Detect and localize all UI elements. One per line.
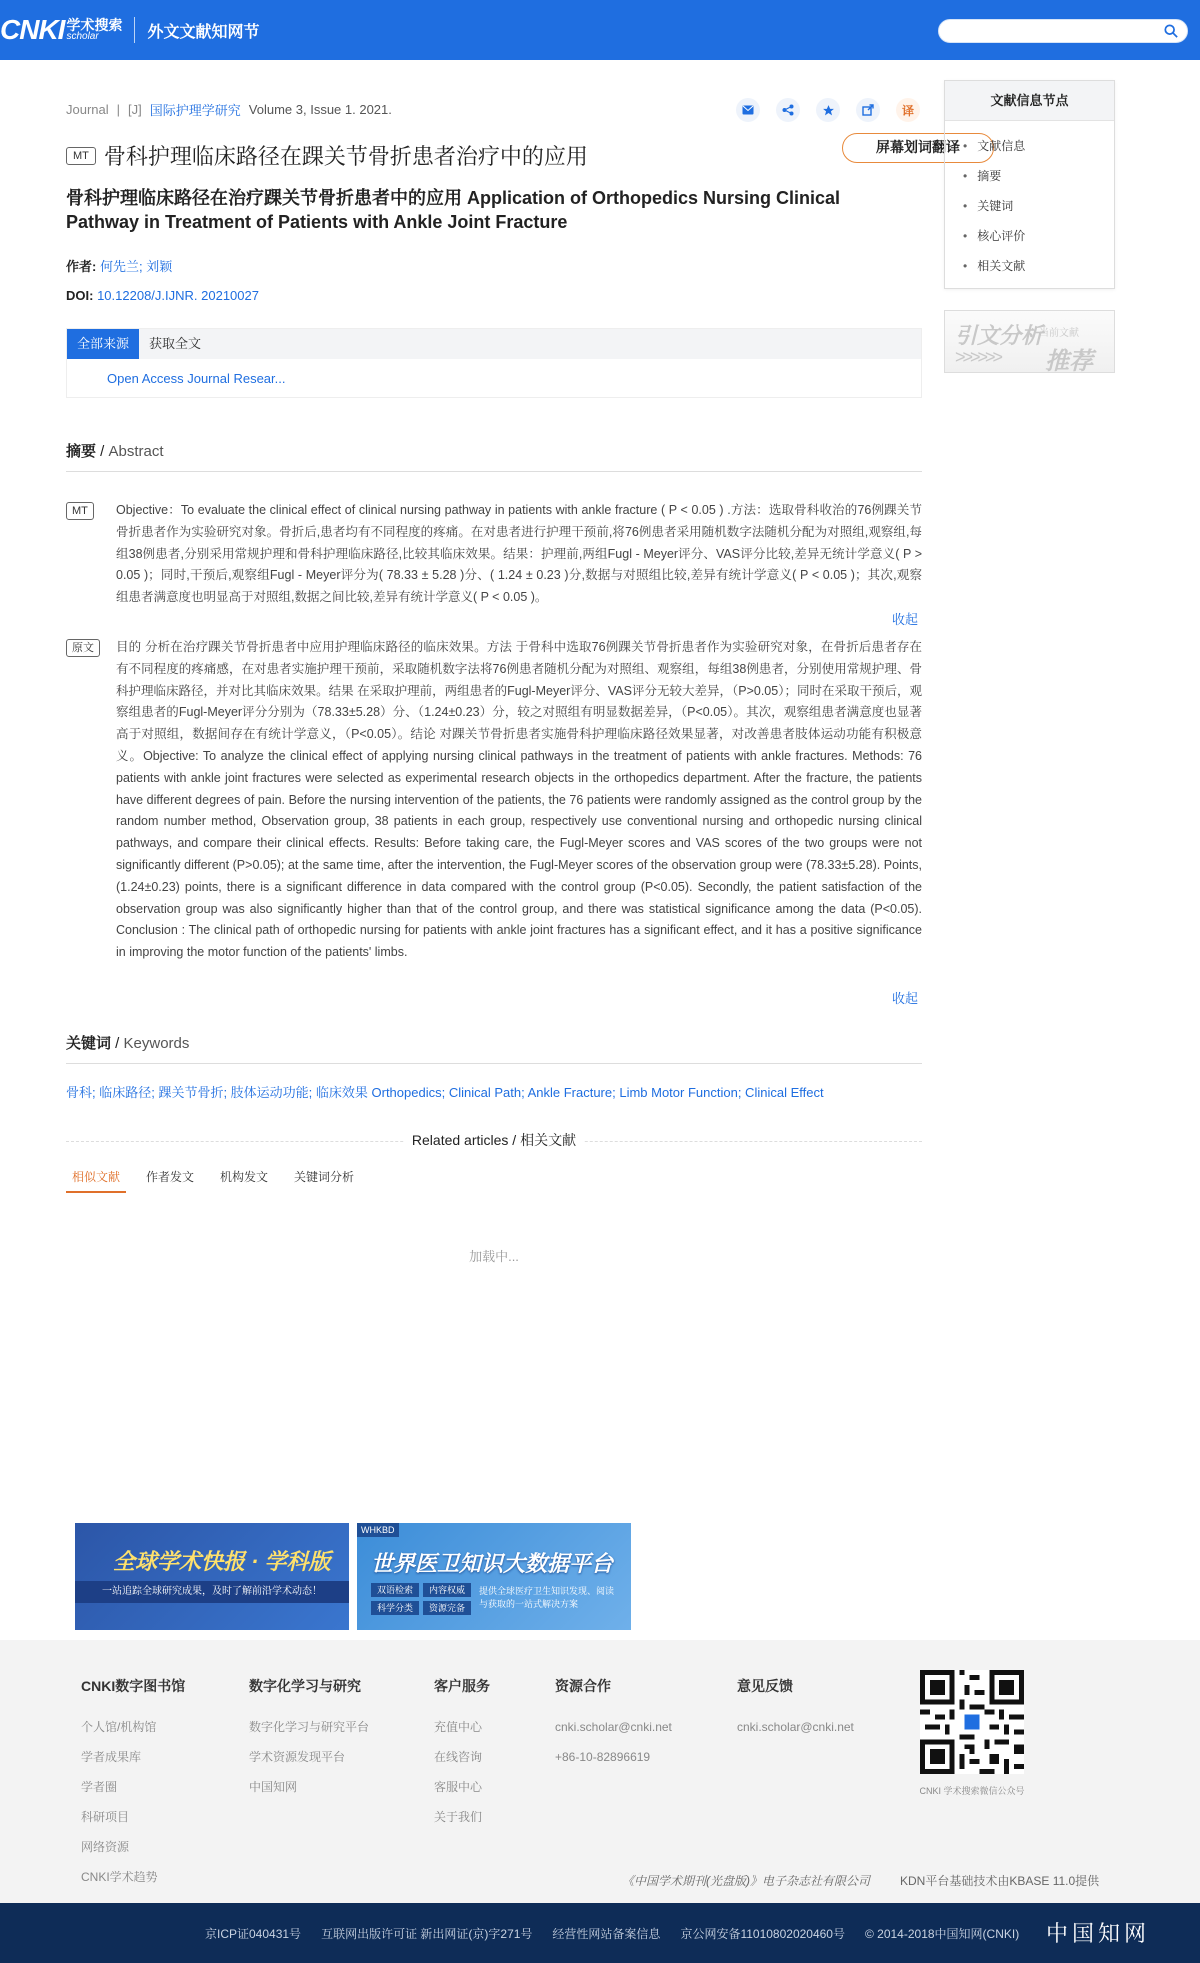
academic-express-banner[interactable]: 全球学术快报 · 学科版 一站追踪全球研究成果，及时了解前沿学术动态！ (75, 1523, 349, 1630)
tab-get-fulltext[interactable]: 获取全文 (149, 336, 202, 351)
mt-badge: MT (66, 502, 94, 520)
sidebar-item-related[interactable]: • 相关文献 (963, 251, 1114, 281)
search-input[interactable] (938, 19, 1188, 43)
volume-info: Volume 3, Issue 1. 2021. (248, 102, 392, 117)
keywords-heading: 关键词 / Keywords (66, 1032, 922, 1064)
footer (0, 1640, 1200, 1903)
footer-col-service: 客户服务 充值中心 在线咨询 客服中心 关于我们 (434, 1678, 490, 1824)
loading-text: 加载中... (469, 1249, 519, 1264)
top-bar (0, 0, 1200, 60)
document-nav-sidebar (944, 80, 1115, 289)
cnki-scholar-logo[interactable]: CNKI 学术搜索 scholar (0, 14, 123, 45)
doi-link[interactable]: 10.12208/J.IJNR. 20210027 (97, 288, 259, 303)
sidebar-item-core-eval[interactable]: • 核心评价 (963, 221, 1114, 251)
footer-col-learning: 数字化学习与研究 数字化学习与研究平台 学术资源发现平台 中国知网 (249, 1678, 370, 1794)
authors-link[interactable]: 何先兰; 刘颖 (99, 259, 173, 274)
mt-badge[interactable]: MT (66, 147, 96, 165)
logo-divider (134, 17, 135, 43)
type-label: Journal (66, 102, 109, 117)
translate-button[interactable]: 译 (896, 98, 920, 122)
citation-analysis-ad[interactable]: 引文分析 当前文献 >>>>>> 推荐 (944, 310, 1115, 373)
share-icon[interactable] (776, 98, 800, 122)
journal-tag: [J] (128, 102, 142, 117)
doi-line (66, 288, 259, 303)
copyright: © 2014-2018中国知网(CNKI) (864, 1926, 1020, 1941)
title-row (66, 140, 588, 171)
bottom-bar (0, 1903, 1200, 1963)
footer-col-library: CNKI数字图书馆 个人馆/机构馆 学者成果库 学者圈 科研项目 网络资源 CNKI学术趋势 (81, 1678, 186, 1884)
sidebar-item-abstract[interactable]: • 摘要 (963, 161, 1114, 191)
authors-line (66, 256, 172, 275)
qr-caption: CNKI 学术搜索微信公众号 (919, 1786, 1025, 1796)
abstract-mt (66, 500, 922, 630)
abstract-original-text: 目的 分析在治疗踝关节骨折患者中应用护理临床路径的临床效果。方法 于骨科中选取76例踝关节骨折患者作为实验研究对象，在骨折后患者存在有不同程度的疼痛感，在对患者实施护理干预前，采取随机数字法将76例患者随机分配为对照组、观察组，每组38例患者，分别使用常规护理、骨科护理临床路径，并对比其临床效果。结果 在采取护理前，两组患者的Fugl-Meyer评分、VAS评分无较大差异，（P>0.05）；同时在采取干预后，观察组患者的Fugl-Meyer评分分别为（78.33±5.28）分、（1.24±0.23）分，较之对照组有明显数据差异，（P<0.05）。其次，观察组患者满意度也显著高于对照组，数据间存在有统计学意义，（P<0.05）。结论 对踝关节骨折患者实施骨科护理临床路径效果显著，对改善患者肢体运动功能有积极意义。Objective: To analyze the clinical effect of applying nursing clinical pathways in the treatment of patients with ankle fractures. Methods: 76 patients with ankle joint fractures were selected as experimental research objects in the orthopedics department. After the fracture, the patients have different degrees of pain. Before the nursing intervention of the patients, the 76 patients were randomly assigned as the control group by the random number method, Observation group, 38 patients in each group, respectively use conventional nursing and orthopedic nursing clinical pathways, and compare their clinical effects. Results: Before taking care, the Fugl-Meyer scores and VAS scores of the two groups were not significantly different (P>0.05); at the same time, after the intervention, the Fugl-Meyer scores of the observation group were (78.33±5.28). Points, (1.24±0.23) points, there is a significant difference in data compared with the control group (P<0.05). Secondly, the patient satisfaction of the observation group was also significantly higher than that of the control group, and there was statistical significance among the data (P<0.05). Conclusion : The clinical path of orthopedic nursing for patients with ankle joint fractures has a significant effect, and it has a positive significance in improving the motor function of the patients' limbs. (116, 640, 922, 960)
original-badge: 原文 (66, 639, 100, 657)
sidebar-item-info[interactable]: • 文献信息 (963, 131, 1114, 161)
export-icon[interactable] (856, 98, 880, 122)
authors-label: 作者: (66, 259, 97, 274)
sidebar-title: 文献信息节点 (945, 81, 1114, 121)
tab-similar[interactable]: 相似文献 (66, 1168, 126, 1193)
site-title[interactable]: 外文文献知网节 (147, 23, 260, 41)
related-tabs (66, 1168, 360, 1193)
cnki-brand-logo: 中国知网 (1046, 1922, 1151, 1947)
collapse-button[interactable]: 收起 (891, 991, 918, 1006)
publish-license[interactable]: 互联网出版许可证 新出网证(京)字271号 (321, 1926, 533, 1941)
source-tabs (67, 329, 921, 359)
toolbar (736, 98, 920, 122)
business-record[interactable]: 经营性网站备案信息 (552, 1926, 661, 1941)
email-icon[interactable] (736, 98, 760, 122)
sidebar-item-keywords[interactable]: • 关键词 (963, 191, 1114, 221)
platform-text: KDN平台基础技术由KBASE 11.0提供 (900, 1874, 1100, 1888)
medical-knowledge-banner[interactable]: WHKBD 世界医卫知识大数据平台 双语检索 内容权威 科学分类 资源完备 提供全球医疗卫生知识发现、阅读与获取的一站式解决方案 (357, 1523, 631, 1630)
tab-keyword-analysis[interactable]: 关键词分析 (294, 1170, 355, 1184)
favorite-star-icon[interactable] (816, 98, 840, 122)
source-box (66, 328, 922, 398)
abstract-original (66, 637, 922, 1009)
meta-separator: | (116, 102, 121, 117)
doi-label: DOI: (66, 288, 94, 303)
tab-all-sources[interactable]: 全部来源 (67, 329, 139, 359)
source-link[interactable]: Open Access Journal Resear... (107, 371, 286, 386)
collapse-button[interactable]: 收起 (891, 612, 918, 627)
related-articles-heading: Related articles / 相关文献 (66, 1130, 922, 1150)
article-subtitle: 骨科护理临床路径在治疗踝关节骨折患者中的应用 Application of Orthopedics Nursing Clinical Pathway in Treatment of Patients with Ankle Joint Fracture (66, 188, 841, 233)
icp-license[interactable]: 京ICP证040431号 (205, 1926, 302, 1941)
journal-name-link[interactable]: 国际护理学研究 (149, 103, 241, 118)
translate-tooltip: 屏幕划词翻译 (842, 133, 994, 163)
tab-author-papers[interactable]: 作者发文 (146, 1170, 195, 1184)
abstract-heading: 摘要 / Abstract (66, 440, 922, 472)
abstract-mt-text: Objective：To evaluate the clinical effect of clinical nursing pathway in patients with ankle fracture ( P < 0.05 ) .方法：选取骨科收治的76例踝关节骨折患者作为实验研究对象。骨折后,患者均有不同程度的疼痛。在对患者进行护理干预前,将76例患者采用随机数字法随机分配为对照组,观察组,每组38例患者,分别采用常规护理和骨科护理临床路径,比较其临床效果。结果：护理前,两组Fugl - Meyer评分、VAS评分比较,差异无统计学意义( P > 0.05 )；同时,干预后,观察组Fugl - Meyer评分为( 78.33 ± 5.28 )分、( 1.24 ± 0.23 )分,数据与对照组比较,差异有统计学意义( P < 0.05 )；其次,观察组患者满意度也明显高于对照组,数据之间比较,差异有统计学意义( P < 0.05 )。 (116, 503, 922, 605)
keywords-list[interactable]: 骨科; 临床路径; 踝关节骨折; 肢体运动功能; 临床效果 Orthopedics; Clinical Path; Ankle Fracture; Limb Motor Function; Clinical Effect (66, 1085, 824, 1100)
search-icon[interactable] (1164, 24, 1178, 38)
wechat-qr-code (920, 1670, 1024, 1774)
article-title: 骨科护理临床路径在踝关节骨折患者治疗中的应用 (103, 144, 588, 169)
police-record[interactable]: 京公网安备11010802020460号 (680, 1926, 845, 1941)
tab-institution-papers[interactable]: 机构发文 (220, 1170, 269, 1184)
footer-col-feedback: 意见反馈 cnki.scholar@cnki.net (737, 1678, 854, 1734)
publisher-text: 《中国学术期刊(光盘版)》电子杂志社有限公司 (622, 1874, 870, 1888)
footer-col-cooperation: 资源合作 cnki.scholar@cnki.net +86-10-82896619 (555, 1678, 672, 1764)
journal-meta (66, 100, 392, 119)
